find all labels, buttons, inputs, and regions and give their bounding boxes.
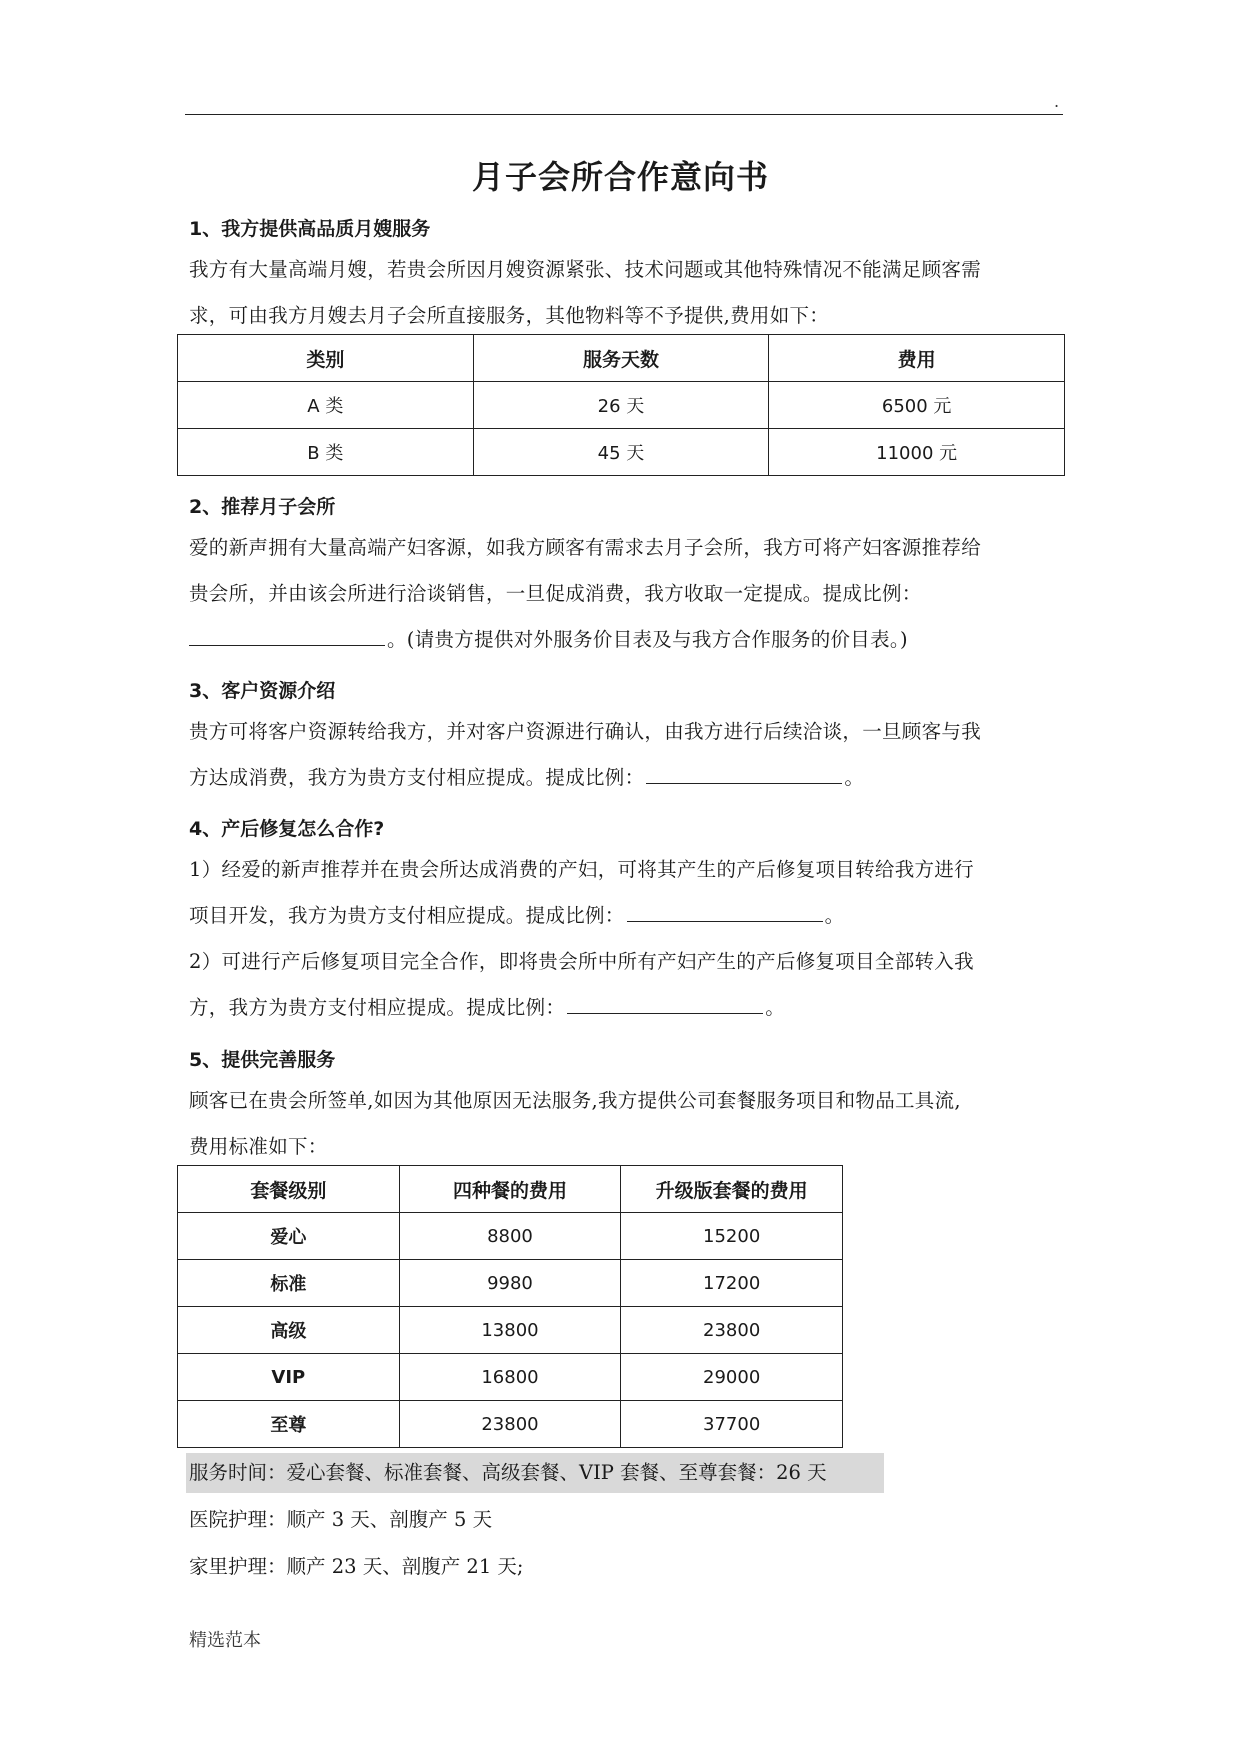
table-cell: 标准 xyxy=(178,1260,400,1307)
hospital-care-line: 医院护理：顺产 3 天、剖腹产 5 天 xyxy=(189,1508,493,1531)
section-2-line-2: 贵会所，并由该会所进行洽谈销售，一旦促成消费，我方收取一定提成。提成比例： xyxy=(189,582,922,605)
commission-rate-blank[interactable] xyxy=(627,903,823,922)
section-3-text xyxy=(189,709,1059,801)
section-5-text xyxy=(189,1078,1059,1170)
section-2-line-1: 爱的新声拥有大量高端产妇客源，如我方顾客有需求去月子会所，我方可将产妇客源推荐给 xyxy=(189,536,982,559)
section-1-heading: 1、我方提供高品质月嫂服务 xyxy=(189,218,431,240)
table-row xyxy=(178,1307,843,1354)
service-time-line: 服务时间：爱心套餐、标准套餐、高级套餐、VIP 套餐、至尊套餐：26 天 xyxy=(189,1461,827,1484)
section-3-line-1: 贵方可将客户资源转给我方，并对客户资源进行确认，由我方进行后续洽谈，一旦顾客与我 xyxy=(189,720,982,743)
table-cell: 爱心 xyxy=(178,1213,400,1260)
section-4-p2-line-2-text: 方，我方为贵方支付相应提成。提成比例： xyxy=(189,996,566,1019)
commission-rate-blank[interactable] xyxy=(646,765,842,784)
table-cell: VIP xyxy=(178,1354,400,1401)
table-cell: 高级 xyxy=(178,1307,400,1354)
table-row xyxy=(178,382,1065,429)
section-2-line-3-text: 。(请贵方提供对外服务价目表及与我方合作服务的价目表。) xyxy=(387,628,908,651)
table-header-row xyxy=(178,1166,843,1213)
section-4-p1-line-2-text: 项目开发，我方为贵方支付相应提成。提成比例： xyxy=(189,904,625,927)
table-cell: 13800 xyxy=(399,1307,621,1354)
section-4-p1-line-2-end: 。 xyxy=(824,904,845,927)
section-4-p1-line-1: 1）经爱的新声推荐并在贵会所达成消费的产妇，可将其产生的产后修复项目转给我方进行 xyxy=(189,858,974,881)
page-title: 月子会所合作意向书 xyxy=(471,158,769,196)
section-4-p1-line-2 xyxy=(189,893,1059,939)
section-3-line-2-text: 方达成消费，我方为贵方支付相应提成。提成比例： xyxy=(189,766,645,789)
package-fee-table xyxy=(177,1165,843,1448)
table-cell: 6500 元 xyxy=(769,382,1065,429)
table-row xyxy=(178,1401,843,1448)
table-header-cell: 类别 xyxy=(178,335,474,382)
header-rule xyxy=(185,114,1063,115)
table-cell: 17200 xyxy=(621,1260,843,1307)
table-row xyxy=(178,1213,843,1260)
table-cell: 9980 xyxy=(399,1260,621,1307)
section-1-line-1: 我方有大量高端月嫂，若贵会所因月嫂资源紧张、技术问题或其他特殊情况不能满足顾客需 xyxy=(189,258,982,281)
section-4-p2-line-1: 2）可进行产后修复项目完全合作，即将贵会所中所有产妇产生的产后修复项目全部转入我 xyxy=(189,950,974,973)
section-5-line-1: 顾客已在贵会所签单,如因为其他原因无法服务,我方提供公司套餐服务项目和物品工具流, xyxy=(189,1089,961,1112)
table-row xyxy=(178,1354,843,1401)
table-cell: 8800 xyxy=(399,1213,621,1260)
table-cell: 23800 xyxy=(399,1401,621,1448)
section-3-line-2-end: 。 xyxy=(844,766,865,789)
table-header-cell: 套餐级别 xyxy=(178,1166,400,1213)
header-mark: . xyxy=(1054,92,1060,111)
table-row xyxy=(178,429,1065,476)
table-cell: 45 天 xyxy=(473,429,769,476)
home-care-line: 家里护理：顺产 23 天、剖腹产 21 天; xyxy=(189,1555,524,1578)
table-cell: 至尊 xyxy=(178,1401,400,1448)
section-4-p2-line-2-end: 。 xyxy=(765,996,786,1019)
section-3-line-2 xyxy=(189,755,1059,801)
table-cell: A 类 xyxy=(178,382,474,429)
table-cell: B 类 xyxy=(178,429,474,476)
section-1-text xyxy=(189,247,1059,339)
section-4-text xyxy=(189,847,1059,1031)
table-header-cell: 升级版套餐的费用 xyxy=(621,1166,843,1213)
section-1-line-2: 求，可由我方月嫂去月子会所直接服务，其他物料等不予提供,费用如下： xyxy=(189,304,830,327)
table-cell: 15200 xyxy=(621,1213,843,1260)
section-3-heading: 3、客户资源介绍 xyxy=(189,680,336,702)
table-cell: 11000 元 xyxy=(769,429,1065,476)
section-5-line-2: 费用标准如下： xyxy=(189,1135,328,1158)
table-cell: 26 天 xyxy=(473,382,769,429)
section-2-line-3 xyxy=(189,617,1059,663)
table-header-cell: 服务天数 xyxy=(473,335,769,382)
table-header-cell: 费用 xyxy=(769,335,1065,382)
section-4-heading: 4、产后修复怎么合作? xyxy=(189,818,385,840)
table-header-cell: 四种餐的费用 xyxy=(399,1166,621,1213)
section-4-p2-line-2 xyxy=(189,985,1059,1031)
table-cell: 29000 xyxy=(621,1354,843,1401)
table-cell: 37700 xyxy=(621,1401,843,1448)
table-row xyxy=(178,1260,843,1307)
table-header-row xyxy=(178,335,1065,382)
footer-text: 精选范本 xyxy=(189,1630,261,1651)
commission-rate-blank[interactable] xyxy=(567,995,763,1014)
table-cell: 23800 xyxy=(621,1307,843,1354)
section-5-heading: 5、提供完善服务 xyxy=(189,1049,336,1071)
monthly-nanny-fee-table xyxy=(177,334,1065,476)
section-2-heading: 2、推荐月子会所 xyxy=(189,496,336,518)
table-cell: 16800 xyxy=(399,1354,621,1401)
commission-rate-blank[interactable] xyxy=(189,627,385,646)
section-2-text xyxy=(189,525,1059,663)
